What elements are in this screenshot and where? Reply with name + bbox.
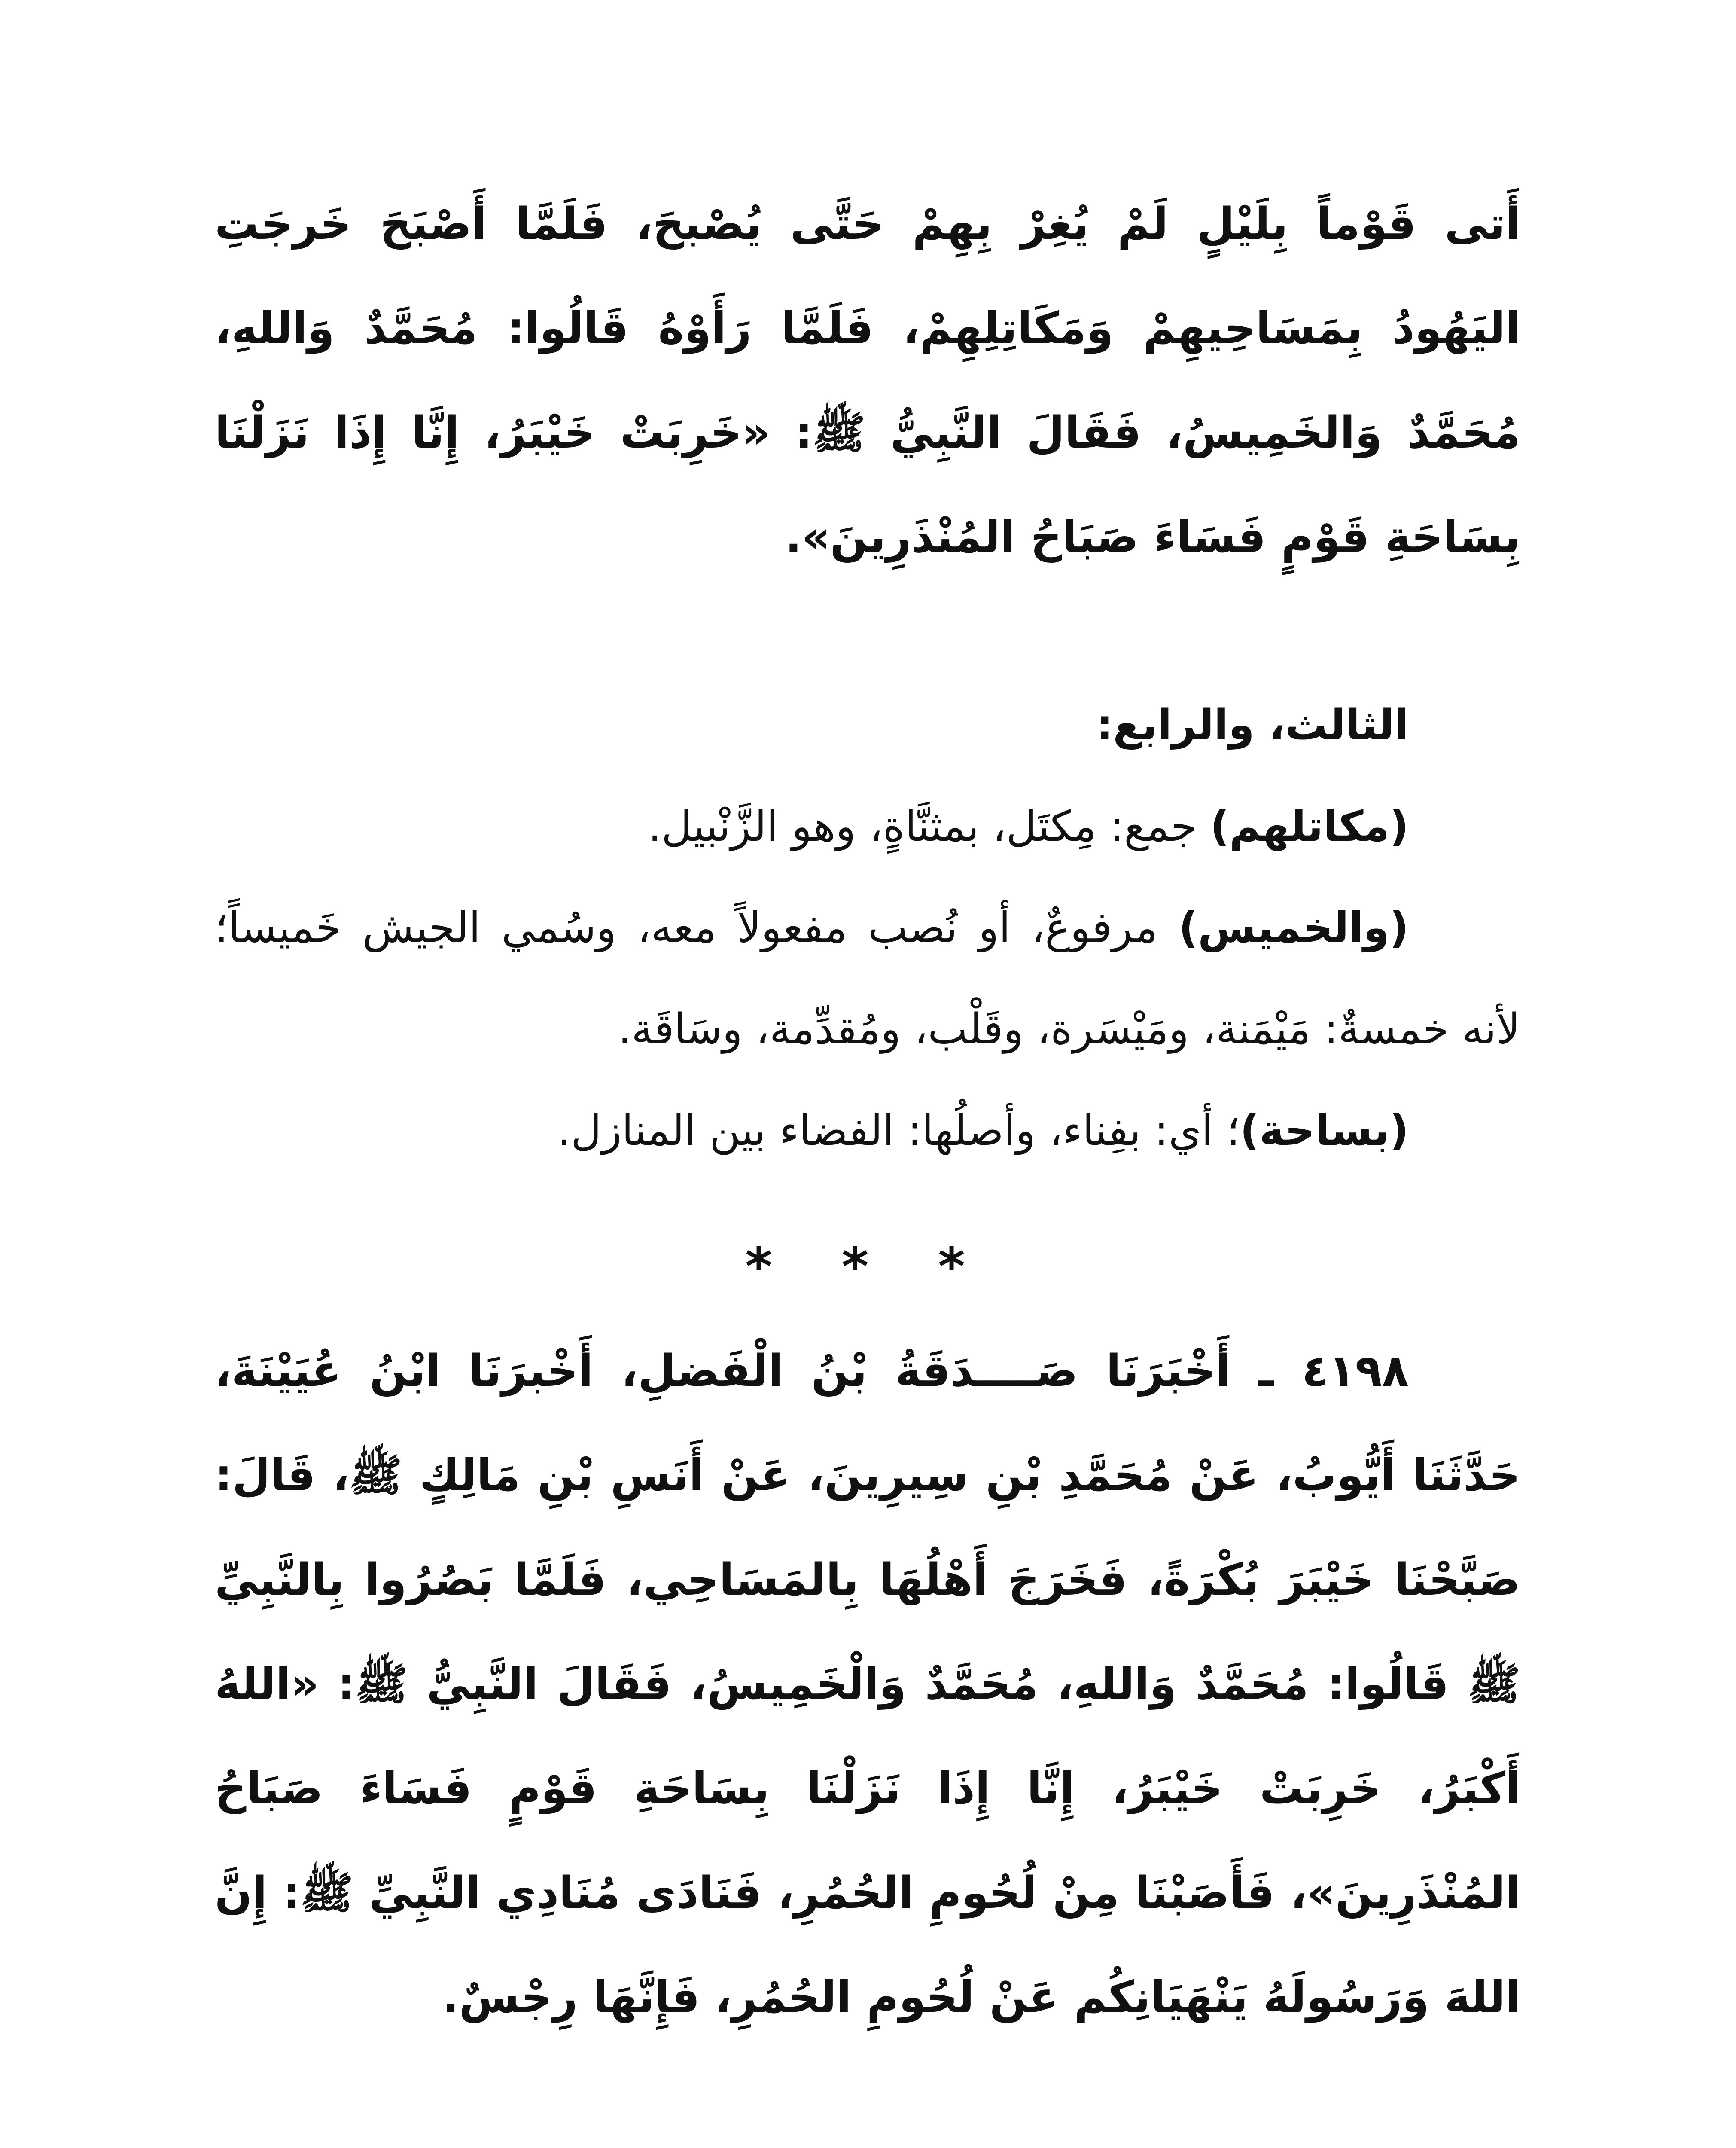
commentary-heading: الثالث، والرابع: bbox=[1096, 701, 1409, 750]
commentary-entry bbox=[215, 776, 1520, 877]
commentary-explanation: ؛ أي: بفِناء، وأصلُها: الفضاء بين المنازل. bbox=[557, 1106, 1240, 1155]
section-divider: * * * bbox=[745, 1237, 991, 1297]
hadith-number: ٤١٩٨ bbox=[1301, 1346, 1409, 1397]
commentary-explanation: مرفوعٌ، أو نُصب مفعولاً معه، وسُمي الجيش خَميساً؛ لأنه خمسةٌ: مَيْمَنة، ومَيْسَرة، وقَلْب، ومُقدِّمة، وسَاقَة. bbox=[215, 903, 1520, 1054]
hadith-continuation-text: أَتى قَوْماً بِلَيْلٍ لَمْ يُغِرْ بِهِمْ حَتَّى يُصْبحَ، فَلَمَّا أَصْبَحَ خَرجَتِ اليَهُودُ بِمَسَاحِيهِمْ وَمَكَاتِلِهِمْ، فَلَمَّا رَأَوْهُ قَالُوا: مُحَمَّدٌ وَاللهِ، مُحَمَّدٌ وَالخَمِيسُ، فَقَالَ النَّبِيُّ ﷺ: «خَرِبَتْ خَيْبَرُ، إِنَّا إِذَا نَزَلْنَا بِسَاحَةِ قَوْمٍ فَسَاءَ صَبَاحُ المُنْذَرِينَ». bbox=[215, 198, 1520, 563]
hadith-4198-paragraph bbox=[215, 1319, 1520, 2050]
commentary-explanation: جمع: مِكتَل، بمثنَّاةٍ، وهو الزَّنْبيل. bbox=[648, 802, 1210, 851]
commentary-term: (والخميس) bbox=[1179, 903, 1409, 952]
commentary-term: (بساحة) bbox=[1240, 1106, 1409, 1155]
hadith-4198 bbox=[215, 1319, 1520, 2050]
commentary-term: (مكاتلهم) bbox=[1210, 802, 1409, 851]
commentary-entry bbox=[215, 877, 1520, 1080]
commentary-entry bbox=[215, 1080, 1520, 1181]
hadith-continuation bbox=[215, 172, 1520, 589]
commentary-section bbox=[215, 674, 1520, 1181]
hadith-text: ـ أَخْبَرَنَا صَــــدَقَةُ بْنُ الْفَضلِ، أَخْبرَنَا ابْنُ عُيَيْنَةَ، حَدَّثَنَا أَيُّوبُ، عَنْ مُحَمَّدِ بْنِ سِيرِينَ، عَنْ أَنَسِ بْنِ مَالِكٍ ﷺ، قَالَ: صَبَّحْنَا خَيْبَرَ بُكْرَةً، فَخَرَجَ أَهْلُهَا بِالمَسَاحِي، فَلَمَّا بَصُرُوا بِالنَّبِيِّ ﷺ قَالُوا: مُحَمَّدٌ وَاللهِ، مُحَمَّدٌ وَالْخَمِيسُ، فَقَالَ النَّبِيُّ ﷺ: «اللهُ أَكْبَرُ، خَرِبَتْ خَيْبَرُ، إِنَّا إِذَا نَزَلْنَا بِسَاحَةِ قَوْمٍ فَسَاءَ صَبَاحُ المُنْذَرِينَ»، فَأَصَبْنَا مِنْ لُحُومِ الحُمُرِ، فَنَادَى مُنَادِي النَّبِيِّ ﷺ: إِنَّ اللهَ وَرَسُولَهُ يَنْهَيَانِكُم عَنْ لُحُومِ الحُمُرِ، فَإِنَّهَا رِجْسٌ. bbox=[215, 1346, 1520, 2023]
